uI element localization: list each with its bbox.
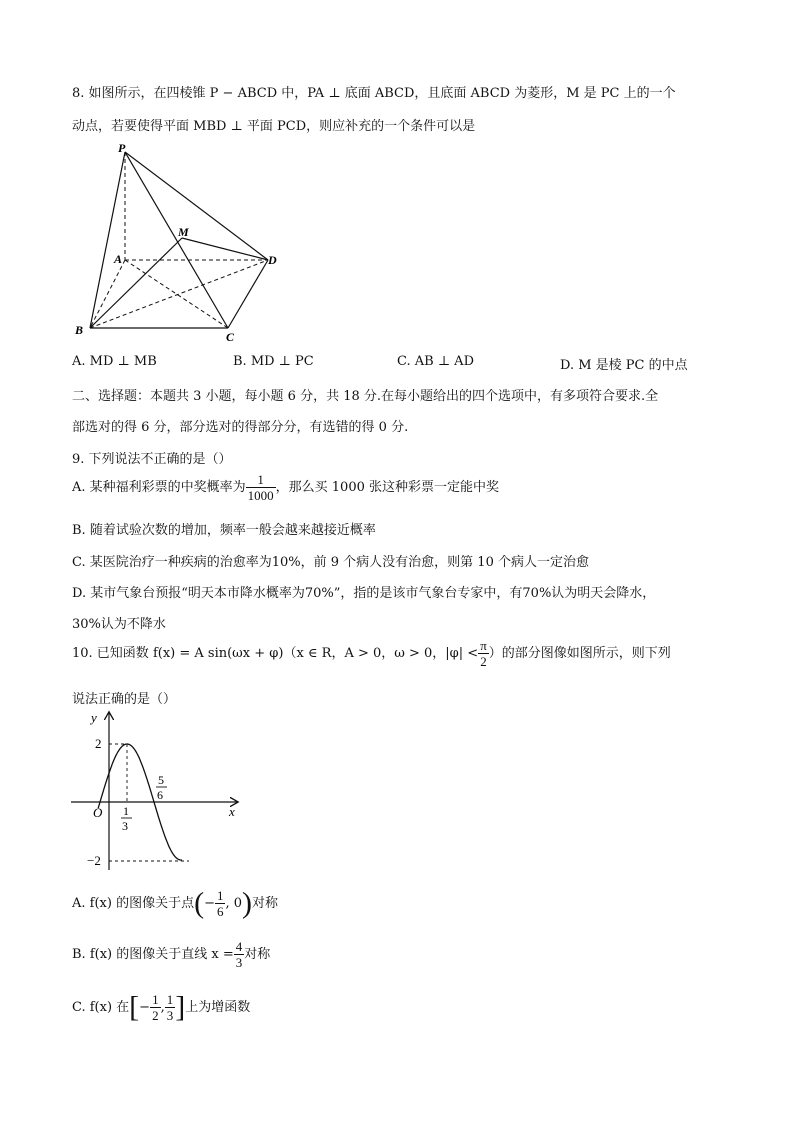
q10-c-fraction2 <box>165 992 176 1023</box>
q9-a-den: 1000 <box>247 488 274 503</box>
q10-c-post: 上为增函数 <box>185 1000 251 1015</box>
origin-label: O <box>93 805 103 820</box>
label-B: B <box>75 323 84 337</box>
q9-option-c: C. 某医院治疗一种疾病的治愈率为10%，前 9 个病人没有治愈，则第 10 个病人一定治愈 <box>72 555 589 570</box>
q10-option-c <box>72 992 250 1023</box>
q10-stem-line1 <box>72 638 671 669</box>
q8-option-b: B. MD ⊥ PC <box>233 354 314 369</box>
q10-b-pre: B. f(x) 的图像关于直线 x = <box>72 947 234 962</box>
label-A: A <box>114 252 123 266</box>
q10-c-pre: C. f(x) 在 <box>72 1000 130 1015</box>
q10-b-fraction <box>234 939 245 970</box>
q10-b-den: 3 <box>235 955 243 970</box>
q8-stem-line1: 8. 如图所示，在四棱锥 P − ABCD 中，PA ⊥ 底面 ABCD，且底面 ABCD 为菱形，M 是 PC 上的一个 <box>72 86 676 101</box>
y-min-label: −2 <box>87 853 101 868</box>
x2-num: 5 <box>158 773 164 787</box>
q9-option-a <box>72 472 499 503</box>
q10-c-num2: 1 <box>166 992 174 1007</box>
q10-c-num1: 1 <box>152 992 159 1007</box>
sine-graph <box>65 705 250 875</box>
q10-a-neg: − <box>204 896 215 911</box>
q9-a-post: ，那么买 1000 张这种彩票一定能中奖 <box>275 480 500 495</box>
label-C: C <box>226 330 235 344</box>
q10-c-fraction1 <box>150 992 161 1023</box>
q9-option-d-line1: D. 某市气象台预报“明天本市降水概率为70%”，指的是该市气象台专家中，有70%认为明天会降水， <box>72 586 656 601</box>
section2-line2: 部选对的得 6 分，部分选对的得部分分，有选错的得 0 分. <box>72 420 409 435</box>
y-axis-label: y <box>91 710 97 725</box>
q10-c-den2: 3 <box>166 1008 174 1023</box>
q10-pi: π <box>480 638 487 653</box>
pyramid-figure <box>70 140 290 350</box>
q10-stem-line2: 说法正确的是（） <box>72 692 177 707</box>
section2-line1: 二、选择题：本题共 3 小题，每小题 6 分，共 18 分.在每小题给出的四个选项中，有多项符合要求.全 <box>72 389 659 404</box>
q10-c-comma: , <box>160 1000 165 1015</box>
q10-b-num: 4 <box>235 939 243 954</box>
q10-c-rbracket: ] <box>175 990 186 1024</box>
label-M: M <box>178 225 189 239</box>
x2-den: 6 <box>157 788 163 802</box>
q10-option-a <box>72 888 278 919</box>
q8-option-a: A. MD ⊥ MB <box>72 354 157 369</box>
q10-c-lbracket: [ <box>129 990 140 1024</box>
q8-option-d: D. M 是棱 PC 的中点 <box>560 358 688 373</box>
q9-a-fraction <box>246 472 276 503</box>
q9-a-pre: A. 某种福利彩票的中奖概率为 <box>72 480 246 495</box>
q9-option-b: B. 随着试验次数的增加，频率一般会越来越接近概率 <box>72 523 376 538</box>
q10-stem-pre: 10. 已知函数 f(x) = A sin(ωx + φ)（x ∈ R，A > 0，ω > 0，|φ| < <box>72 646 479 661</box>
q9-stem: 9. 下列说法不正确的是（） <box>72 452 232 467</box>
q10-a-den: 6 <box>216 904 224 919</box>
q10-a-lparen: ( <box>194 886 205 920</box>
label-P: P <box>118 141 126 155</box>
q10-a-num: 1 <box>216 888 224 903</box>
y-max-label: 2 <box>95 736 102 751</box>
q10-a-rparen: ) <box>242 886 253 920</box>
q10-option-b <box>72 939 270 970</box>
x1-den: 3 <box>122 819 128 833</box>
q10-pi-fraction <box>478 638 489 669</box>
q10-c-neg: − <box>139 1000 151 1015</box>
q8-option-c: C. AB ⊥ AD <box>397 354 474 369</box>
q9-a-num: 1 <box>246 472 276 488</box>
label-D: D <box>268 253 277 267</box>
q10-a-zero: , 0 <box>225 896 243 911</box>
x-axis-label: x <box>229 804 235 819</box>
q10-a-pre: A. f(x) 的图像关于点 <box>72 896 195 911</box>
q9-option-d-line2: 30%认为不降水 <box>72 617 166 632</box>
x1-num: 1 <box>123 804 129 818</box>
q10-c-den1: 2 <box>152 1008 159 1023</box>
q10-stem-post: ）的部分图像如图所示，则下列 <box>488 646 671 661</box>
q10-a-fraction <box>215 888 226 919</box>
q8-stem-line2: 动点，若要使得平面 MBD ⊥ 平面 PCD，则应补充的一个条件可以是 <box>72 119 476 134</box>
q10-b-post: 对称 <box>244 947 271 962</box>
q10-a-post: 对称 <box>252 896 279 911</box>
q10-two: 2 <box>480 654 487 669</box>
